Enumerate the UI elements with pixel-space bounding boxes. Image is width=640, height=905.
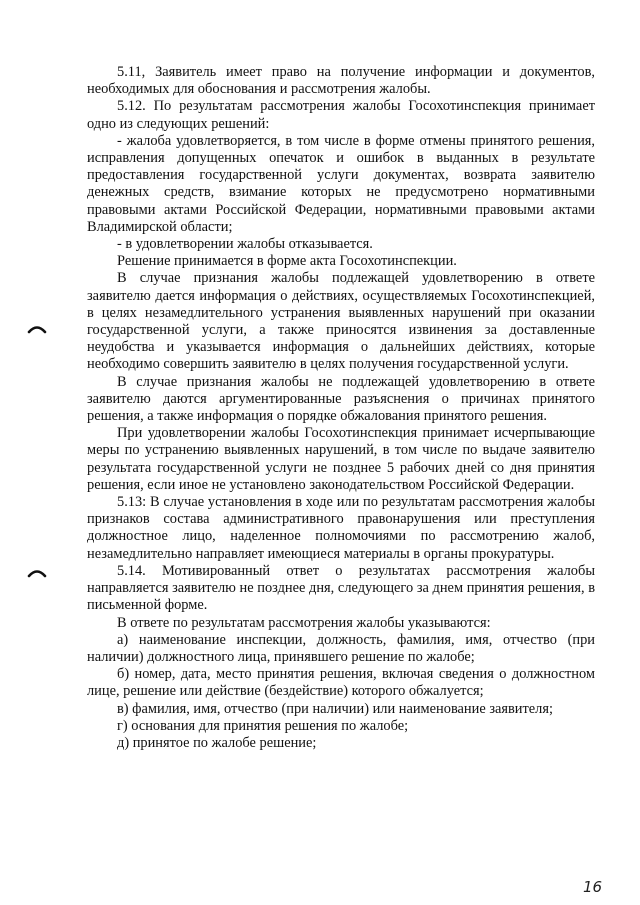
paragraph-complaint-upheld: В случае признания жалобы подлежащей удовлетворению в ответе заявителю дается информация о действиях, осуществляемых Госохотинспекцией, в целях незамедлительного устранения выявленных нарушений при оказании государственной услуги, а также приносятся извинения за доставленные неудобства и указывается информация о дальнейших действиях, которые необходимо совершить заявителю в целях получения государственной услуги. [87,270,595,373]
list-item-b: б) номер, дата, место принятия решения, включая сведения о должностном лице, решение или действие (бездействие) которого обжалуется; [87,666,595,700]
list-item-d: д) принятое по жалобе решение; [117,734,317,751]
list-item-complaint-satisfied: - жалоба удовлетворяется, в том числе в форме отмены принятого решения, исправления допущенных опечаток и ошибок в выданных в результате предоставления государственной услуги документах, возврата заявителю денежных средств, взимание которых не предусмотрено нормативными правовыми актами Российской Федерации, нормативными правовыми актами Владимирской области; [87,132,595,235]
paragraph-5-14: 5.14. Мотивированный ответ о результатах рассмотрения жалобы направляется заявителю не позднее дня, следующего за днем принятия решения, в письменной форме. [87,562,595,614]
list-item-g: г) основания для принятия решения по жалобе; [117,717,409,734]
document-body [87,64,595,752]
paragraph-5-11: 5.11, Заявитель имеет право на получение информации и документов, необходимых для обоснования и рассмотрения жалобы. [87,64,595,98]
binding-hole-mark [27,568,47,578]
paragraph-complaint-not-upheld: В случае признания жалобы не подлежащей удовлетворению в ответе заявителю даются аргументированные разъяснения о причинах принятого решения, а также информация о порядке обжалования принятого решения. [87,373,595,425]
binding-hole-mark [27,324,47,334]
paragraph-5-12: 5.12. По результатам рассмотрения жалобы Госохотинспекция принимает одно из следующих решений: [87,98,595,132]
list-item-a: а) наименование инспекции, должность, фамилия, имя, отчество (при наличии) должностного лица, принявшего решение по жалобе; [87,631,595,665]
paragraph-decision-form: Решение принимается в форме акта Госохотинспекции. [117,253,457,270]
paragraph-5-13: 5.13: В случае установления в ходе или по результатам рассмотрения жалобы признаков состава административного правонарушения или преступления должностное лицо, наделенное полномочиями по рассмотрению жалоб, незамедлительно направляет имеющиеся материалы в органы прокуратуры. [87,494,595,562]
paragraph-response-contents: В ответе по результатам рассмотрения жалобы указываются: [117,614,491,631]
list-item-v: в) фамилия, имя, отчество (при наличии) или наименование заявителя; [117,700,553,717]
paragraph-remedial-measures: При удовлетворении жалобы Госохотинспекция принимает исчерпывающие меры по устранению выявленных нарушений, в том числе по выдаче заявителю результата государственной услуги не позднее 5 рабочих дней со дня принятия решения, если иное не установлено законодательством Российской Федерации. [87,425,595,493]
page-number: 16 [583,878,603,896]
list-item-complaint-rejected: - в удовлетворении жалобы отказывается. [117,236,373,253]
